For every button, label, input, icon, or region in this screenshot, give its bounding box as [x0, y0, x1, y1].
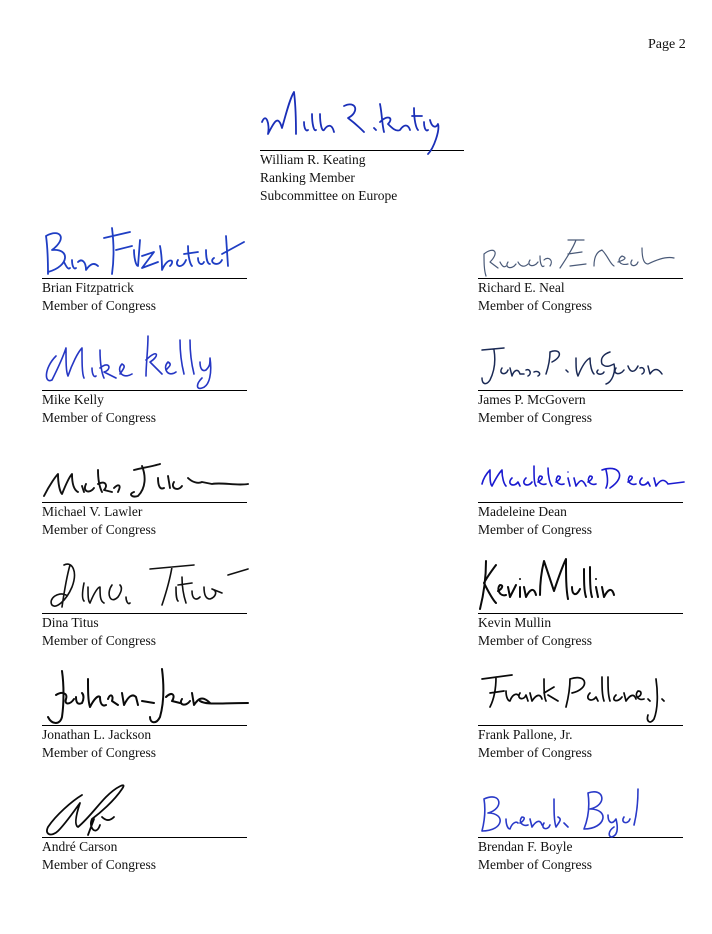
signature-titus [42, 551, 248, 613]
signature-jackson [42, 663, 248, 725]
signature-stroke [51, 564, 248, 607]
signature-stroke [47, 785, 124, 835]
signature-boyle [478, 775, 684, 837]
signer-role: Member of Congress [478, 298, 592, 313]
signature-fitzpatrick [42, 216, 248, 278]
signer-name: William R. Keating [260, 152, 366, 167]
signature-stroke [482, 466, 684, 488]
signature-stroke [44, 464, 248, 497]
signer-role: Member of Congress [478, 745, 592, 760]
signature-block-mullin [478, 613, 684, 650]
signature-block-lead [260, 150, 466, 205]
signer-name: Michael V. Lawler [42, 504, 143, 519]
signature-dean [478, 440, 684, 502]
signature-mullin [478, 551, 684, 613]
signer-role: Member of Congress [478, 410, 592, 425]
signature-block-carson [42, 837, 248, 874]
signature-neal [478, 216, 684, 278]
signature-block-neal [478, 278, 684, 315]
signer-role: Member of Congress [42, 745, 156, 760]
signer-role: Member of Congress [478, 522, 592, 537]
signer-name: James P. McGovern [478, 392, 586, 407]
signer-name: Madeleine Dean [478, 504, 567, 519]
signature-pallone [478, 663, 684, 725]
signer-name: Brendan F. Boyle [478, 839, 573, 854]
page-number: Page 2 [648, 37, 686, 52]
signer-role: Member of Congress [42, 857, 156, 872]
signature-stroke [480, 559, 614, 609]
signature-stroke [484, 240, 674, 276]
signature-lawler [42, 440, 248, 502]
signature-stroke [482, 675, 664, 722]
signature-block-mcgovern [478, 390, 684, 427]
signature-mcgovern [478, 328, 684, 390]
signature-stroke [482, 789, 638, 837]
signer-name: Brian Fitzpatrick [42, 280, 134, 295]
signer-role: Member of Congress [42, 298, 156, 313]
signer-name: André Carson [42, 839, 118, 854]
signer-title: Ranking Member [260, 170, 355, 185]
signature-block-lawler [42, 502, 248, 539]
signature-block-boyle [478, 837, 684, 874]
signer-name: Mike Kelly [42, 392, 104, 407]
signature-block-jackson [42, 725, 248, 762]
signer-name: Richard E. Neal [478, 280, 565, 295]
signature-block-pallone [478, 725, 684, 762]
signer-name: Jonathan L. Jackson [42, 727, 152, 742]
signer-role: Member of Congress [478, 633, 592, 648]
signer-role: Member of Congress [478, 857, 592, 872]
signature-block-dean [478, 502, 684, 539]
signer-name: Frank Pallone, Jr. [478, 727, 573, 742]
signature-stroke [46, 228, 244, 274]
signer-subtitle: Subcommittee on Europe [260, 188, 398, 203]
signature-keating [260, 84, 466, 150]
signer-name: Dina Titus [42, 615, 99, 630]
signer-role: Member of Congress [42, 633, 156, 648]
signature-block-fitzpatrick [42, 278, 248, 315]
signature-stroke [46, 336, 210, 388]
signature-kelly [42, 328, 248, 390]
signature-carson [42, 775, 248, 837]
signer-name: Kevin Mullin [478, 615, 552, 630]
signature-block-kelly [42, 390, 248, 427]
signer-role: Member of Congress [42, 410, 156, 425]
signer-role: Member of Congress [42, 522, 156, 537]
signature-block-titus [42, 613, 248, 650]
signature-stroke [262, 92, 438, 154]
signature-stroke [48, 669, 248, 723]
signature-stroke [482, 348, 662, 384]
